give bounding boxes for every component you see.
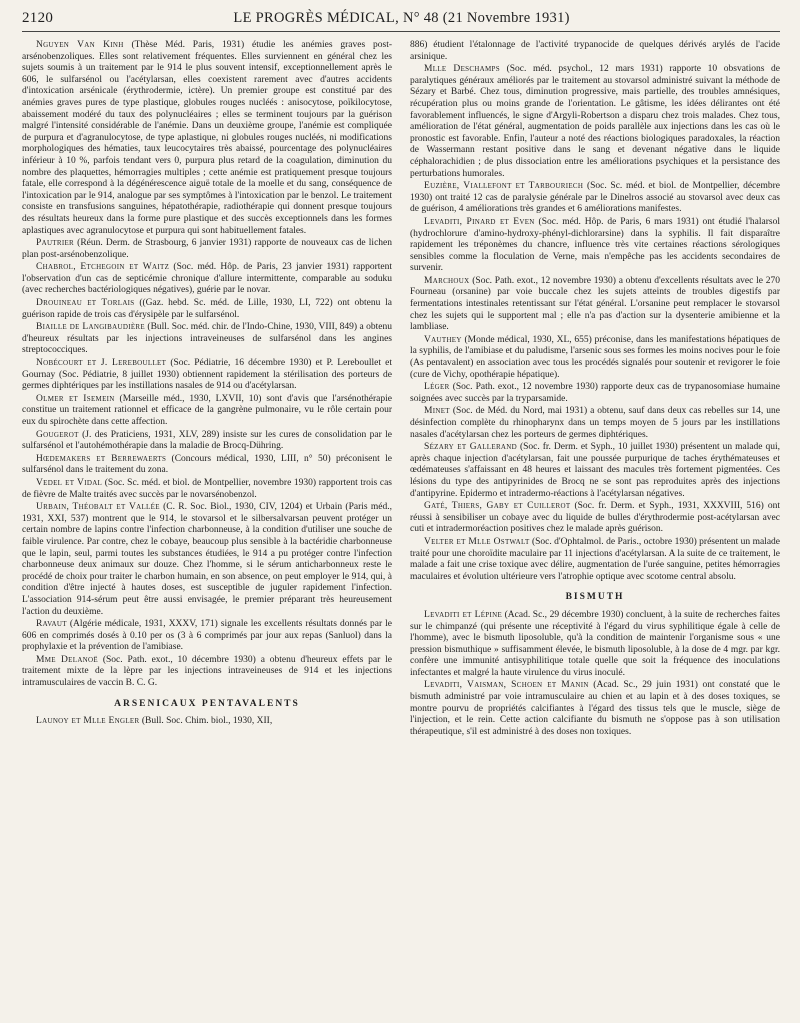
author-name: Léger: [424, 382, 450, 393]
paragraph-text: (C. R. Soc. Biol., 1930, CIV, 1204) et Urbain (Paris méd., 1931, XXI, 537) montrent que le 914, le stovarsol et le silbersalvarsan peuvent protéger un certain nombre de lapins contre l'infection charbonneuse, à la condition d'utiliser une souche de faible virulence. Par contre, chez le cobaye, beaucoup plus sensible à la bactéridie charbonneuse que le lapin, seul, parmi toutes les substances étudiées, le 914 a pu protéger contre l'infection charbonneuse deux animaux sur douze. Chez l'homme, si le sérum anticharbonneux reste le procédé de choix pour traiter le charbon humain, en son absence, on peut employer le 914, qui, à condition d'être injecté à hautes doses, est susceptible de juguler rapidement l'infection. L'association 914-sérum peut être aussi envisagée, le premier préparant très heureusement l'action du deuxième.: [22, 502, 392, 617]
author-name: Marchoux: [424, 275, 470, 286]
article-paragraph: [410, 276, 780, 334]
paragraph-text: (Soc. de Méd. du Nord, mai 1931) a obtenu, sauf dans deux cas rebelles sur 14, une désinfection complète du rhinopharynx dans un temps moyen de 5 jours par les instillations nasales d'acétylarsan chez les porteurs de germes diphtériques.: [410, 406, 780, 440]
article-paragraph: [22, 358, 392, 393]
paragraph-text: (Acad. Sc., 29 juin 1931) ont constaté que le bismuth administré par voie intramusculaire au chien et au lapin et à des doses toxiques, se montre pourvu de propriétés calcifiantes à l'égard des tissus tels que le muscle, siège de l'injection, et le rein. Cette action calcifiante du bismuth ne s'oppose pas à son utilisation thérapeutique, s'il est administré à des doses non toxiques.: [410, 680, 780, 737]
paragraph-text: (Réun. Derm. de Strasbourg, 6 janvier 1931) rapporte de nouveaux cas de lichen plan post-arsénobenzolique.: [22, 238, 392, 260]
section-title-arsenicaux: ARSENICAUX PENTAVALENTS: [114, 698, 300, 709]
page-number: 2120: [22, 10, 54, 26]
right-column: [410, 40, 780, 1000]
article-paragraph: [410, 181, 780, 216]
paragraph-text: (Soc. fr. Derm. et Syph., 10 juillet 1930) présentent un malade qui, après chaque injection d'acétylarsan, fait une poussée purpurique de taches érythémateuses et œdémateuses s'affaissant en 48 heures et laissant des macules très fortement pigmentées. Ces lésions du type des antipyrinides de Brocq ne se sont pas reproduites après des injections d'antipyrine. Epidermo et intradermo-réactions à l'acétylarsan négatives.: [410, 442, 780, 499]
author-name: Levaditi, Vaisman, Schoen et Manin: [424, 680, 589, 691]
author-name: Chabrol, Etchegoin et Waitz: [36, 262, 170, 273]
author-name: Velter et Mlle Ostwalt: [424, 536, 530, 547]
paragraph-text: (Soc. Pédiatrie, 16 décembre 1930) et P. Lereboullet et Gournay (Soc. Pédiatrie, 8 juillet 1930) obtiennent rapidement la stérilisation des porteurs de germes diphtériques par les instillations nasales de 914 ou d'acétylarsan.: [22, 358, 392, 392]
paragraph-text: (Soc. méd. Hôp. de Paris, 6 mars 1931) ont étudié l'halarsol (hydrochlorure d'amino-hydroxy-phényl-dichlorarsine) dans la syphilis. Il fait disparaître rapidement les tréponèmes du chancre, influence très vite certaines réactions sérologiques sensibles comme la floculation de Verne, mais n'empêche pas les accidents secondaires de survenir.: [410, 216, 780, 274]
paragraph-text: (Marseille méd., 1930, LXVII, 10) sont d'avis que l'arsénothérapie constitue un traitement rationnel et efficace de la gangrène pulmonaire, vu le rôle certain pour eux du spirochète dans cette affection.: [22, 393, 392, 427]
paragraph-text: (J. des Praticiens, 1931, XLV, 289) insiste sur les cures de consolidation par le sulfarsénol et l'autohémothérapie dans la maladie de Brocq-Dühring.: [22, 429, 392, 452]
article-paragraph: [22, 478, 392, 501]
right-paragraphs: [410, 64, 780, 583]
author-name: Levaditi, Pinard et Even: [424, 216, 535, 227]
paragraph-text: (Thèse Méd. Paris, 1931) étudie les anémies graves post-arsénobenzoliques. Elles sont relativement fréquentes. Elles surviennent en général chez les sujets soumis à un traitement par le 914 le plus souvent intensif, exceptionnellement après le 606, le sulfarsénol ou l'acétylarsan, elles coexistent rarement avec d'autres accidents d'intoxication arsénicale (érythrodermie, ictère). Un premier groupe est constitué par des anémies graves pures de type plastique, globules rouges nucléés : anisocytose, poïkilocytose, abaissement modéré du taux des polynucléaires ; elles se terminent toujours par la guérison malgré l'intensité considérable de l'anémie. Dans un deuxième groupe, l'anémie est compliquée de purpura et d'agranulocytose, de type aplastique, ni globules rouges nucléés, ni modifications morphologiques des hématies, taux leucocytaires très abaissé, pourcentage des polynucléaires inférieur à 10 %, parfois tendant vers 0, purpura plus retard de la coagulation, diminution du nombre des plaquettes, hémorragies multiples ; cette anémie est pratiquement presque toujours fatale, elle correspond à la dégénérescence aiguë totale de la moelle et du sang, conséquence de l'intoxication par le 914, analogue par ses symptômes à l'intoxication par le benzol. Le traitement consiste en transfusions sanguines, hépatothérapie, radiothérapie qui donnent presque toujours des résultats heureux dans la forme pure plastique et des succès exceptionnels dans les formes aplastiques avec agranulocytose et purpura qui sont habituellement fatales.: [22, 40, 392, 236]
article-paragraph: [410, 537, 780, 583]
author-name: Gougerot: [36, 429, 79, 440]
two-column-body: [22, 40, 780, 1000]
article-paragraph: [22, 238, 392, 261]
author-name: Mme Delanoë: [36, 654, 98, 665]
article-paragraph: [22, 619, 392, 654]
paragraph-text: (Soc. d'Ophtalmol. de Paris., octobre 1930) présentent un malade traité pour une choroïdite maculaire par 11 injections d'acétylarsan. A la suite de ce traitement, le malade a fait une crise toxique avec délire, augmentation de l'urée sanguine, petites hémorragies maculaires et évolution ultérieure vers l'atrophie optique avec scotome central absolu.: [410, 536, 780, 582]
paragraph-text: (Monde médical, 1930, XL, 655) préconise, dans les manifestations hépatiques de la syphilis, de l'amibiase et du paludisme, l'arsenic sous ses formes les moins nocives pour le foie (As pentavalent) en association avec tous les procédés signalés pour soutenir et revigorer le foie (cure de Vichy, opothérapie hépatique).: [410, 334, 780, 380]
article-paragraph: [22, 262, 392, 297]
author-name: Levaditi et Lépine: [424, 609, 503, 620]
author-name: Ravaut: [36, 619, 67, 630]
article-paragraph: [22, 430, 392, 453]
page-header: [22, 10, 780, 32]
author-name: Hœdemakers et Berrewaerts: [36, 453, 167, 464]
article-paragraph: [410, 610, 780, 680]
paragraph-text: (Bull. Soc. Chim. biol., 1930, XII,: [141, 716, 273, 727]
author-name: Euzière, Viallefont et Tarbouriech: [424, 181, 584, 192]
paragraph-text: (Concours médical, 1930, LIII, n° 50) préconisent le sulfarsénol dans le traitement du zona.: [22, 453, 392, 476]
article-paragraph: [410, 217, 780, 275]
article-paragraph: [410, 680, 780, 738]
continued-paragraph: 886) étudient l'étalonnage de l'activité trypanocide de quelques dérivés arylés de l'acide arsinique.: [410, 40, 780, 62]
left-column: [22, 40, 392, 1000]
section-title-bismuth: BISMUTH: [565, 592, 625, 603]
article-paragraph: [410, 64, 780, 180]
author-name: Nguyen Van Kinh: [36, 40, 124, 50]
author-name: Vedel et Vidal: [36, 477, 103, 488]
article-paragraph: [410, 382, 780, 405]
article-paragraph: [22, 502, 392, 618]
paragraph-text: (Soc. Path. exot., 10 décembre 1930) a obtenu d'heureux effets par le traitement mixte de la lèpre par les injections intraveineuses de 914 et les injections intramusculaires de vaccin B. C. G.: [22, 654, 392, 689]
article-paragraph: [22, 40, 392, 237]
author-name: Sézary et Gallerand: [424, 442, 517, 453]
article-paragraph: [22, 716, 392, 728]
article-paragraph: [410, 501, 780, 536]
paragraph-text: (Soc. méd. Hôp. de Paris, 23 janvier 1931) rapportent l'observation d'un cas de septicémie chronique d'allure intermittente, comparable au soduku (avec recherches bactériologiques négatives), guérie par le novar.: [22, 262, 392, 296]
author-name: Olmer et Isemein: [36, 393, 115, 404]
author-name: Minet: [424, 406, 450, 417]
paragraph-text: (Soc. Path. exot., 12 novembre 1930) a obtenu d'excellents résultats avec le 270 Fourneau (orsanine) par voie buccale chez les sujets atteints de troubles digestifs par fermentations intestinales retentissant sur l'état général. L'orsanine peut remplacer le stovarsol chez les sujets qui le supportent mal ; elle n'a pas d'action sur la dysenterie amibienne et la lambliase.: [410, 275, 780, 333]
author-name: Pautrier: [36, 238, 75, 249]
article-paragraph: [22, 655, 392, 690]
paragraph-text: ((Gaz. hebd. Sc. méd. de Lille, 1930, LI, 722) ont obtenu la guérison rapide de trois cas d'érysipèle par le sulfarsénol.: [22, 298, 392, 320]
author-name: Vauthey: [424, 334, 462, 345]
article-paragraph: [22, 322, 392, 357]
bismuth-paragraphs: [410, 610, 780, 739]
article-paragraph: [22, 454, 392, 477]
author-name: Drouineau et Torlais: [36, 298, 135, 309]
article-paragraph: [22, 298, 392, 321]
paragraph-text: (Soc. Sc. méd. et biol. de Montpellier, novembre 1930) rapportent trois cas de fièvre de Malte traités avec succès par le novarsénobenzol.: [22, 477, 392, 500]
article-paragraph: [410, 406, 780, 441]
left-paragraphs: [22, 40, 392, 690]
article-paragraph: [410, 335, 780, 381]
author-name: Gaté, Thiers, Gaby et Cuillerot: [424, 501, 571, 512]
author-name: Urbain, Théobalt et Vallée: [36, 502, 160, 513]
journal-title: LE PROGRÈS MÉDICAL, N° 48 (21 Novembre 1931): [233, 10, 570, 26]
author-name: Mlle Deschamps: [424, 64, 500, 75]
author-name: Biaille de Langibaudière: [36, 322, 145, 333]
paragraph-text: (Soc. Path. exot., 12 novembre 1930) rapporte deux cas de trypanosomiase humaine soignées avec succès par la tryparsamide.: [410, 382, 780, 404]
paragraph-text: (Algérie médicale, 1931, XXXV, 171) signale les excellents résultats donnés par le 606 en comprimés dosés à 0.10 per os (3 à 6 comprimés par jour aux repas (Sanluol) dans la prophylaxie et la prévention de l'amibiase.: [22, 619, 392, 653]
paragraph-text: (Bull. Soc. méd. chir. de l'Indo-Chine, 1930, VIII, 849) a obtenu d'heureux résultats par les injections intraveineuses de sulfarsénol dans les angines streptococciques.: [22, 322, 392, 356]
author-name: Nobécourt et J. Lereboullet: [36, 358, 167, 369]
paragraph-text: (Soc. méd. psychol., 12 mars 1931) rapporte 10 obsvations de paralytiques généraux améliorés par le traitement au stovarsol administré suivant la méthode de Sézary et Barbé. Chez tous, diminution progressive, mais partielle, des troubles amnésiques, récupération plus ou moins grande de l'orientation. Le gâtisme, les idées délirantes ont été favorablement influencés, le signe d'Argyli-Robertson a disparu chez trois malades. Chez tous, amélioration de l'état général, augmentation de poids parallèle aux injections dans les cas où le pronostic est favorable. Enfin, l'auteur a noté des réactions biologiques paradoxales, la réaction de Wassermann restant positive dans le sang et devenant négative dans le liquide céphalorachidien ; de plus dissociation entre les améliorations psychiques et la persistance des perturbations humorales.: [410, 64, 780, 179]
author-name: Launoy et Mlle Engler: [36, 716, 140, 727]
article-paragraph: [22, 394, 392, 429]
paragraph-text: (Soc. fr. Derm. et Syph., 1931, XXXVIII, 516) ont réussi à sensibiliser un cobaye avec du liquide de bulles d'érythrodermie post-acétylarsan avec cuti et intradermoréaction positives chez le malade après guérison.: [410, 501, 780, 535]
paragraph-text: (Soc. Sc. méd. et biol. de Montpellier, décembre 1930) ont traité 12 cas de paralysie générale par le Dinelros associé au stovarsol avec deux cas de guérison, 4 améliorations très grandes et 6 améliorations manifestes.: [410, 181, 780, 215]
article-paragraph: [410, 442, 780, 500]
paragraph-text: (Acad. Sc., 29 décembre 1930) concluent, à la suite de recherches faites sur le chimpanzé (qui présente une réceptivité à l'égard du virus syphilitique égale à celle de l'homme), avec le bismuth liposoluble, qu'à la condition de maintenir l'organisme sous « une pression bismuthique » suffisamment élevée, le bismuth liposoluble, à la dose de 4 mgr. par kgr. confère une immunité antisyphilitique totale quelle que soit la fréquence des inoculations infectantes et malgré la haute virulence du virus inoculé.: [410, 609, 780, 678]
